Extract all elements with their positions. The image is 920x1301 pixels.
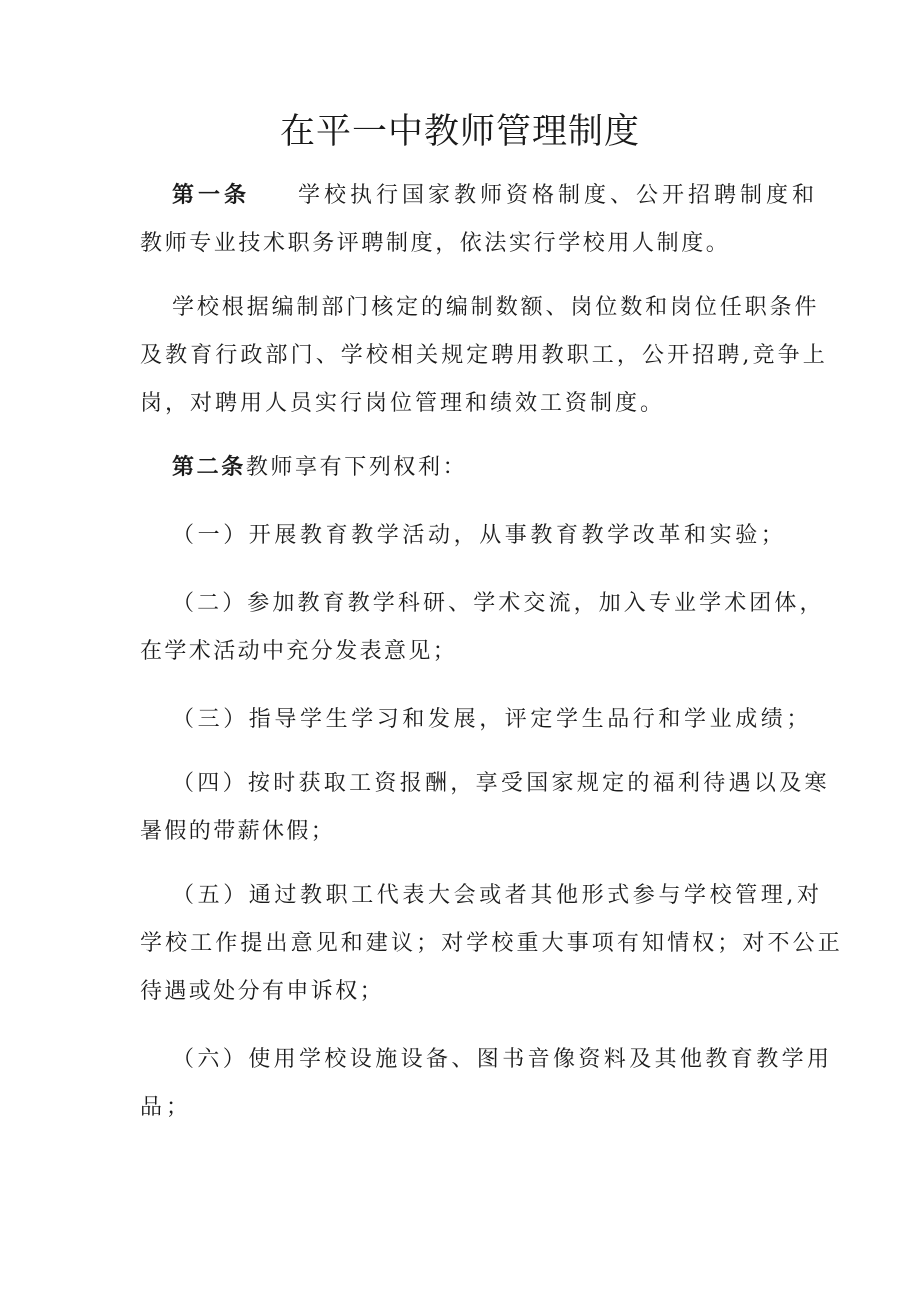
right-item-6-line-2: 品； bbox=[140, 1095, 193, 1120]
right-item-4-line-2: 暑假的带薪休假； bbox=[140, 819, 336, 844]
paragraph-2-line-2: 及教育行政部门、学校相关规定聘用教职工，公开招聘,竞争上 bbox=[140, 343, 828, 368]
article-2-heading: 第二条 bbox=[172, 455, 246, 480]
paragraph-2-line-1: 学校根据编制部门核定的编制数额、岗位数和岗位任职条件 bbox=[172, 295, 820, 320]
right-item-2-line-2: 在学术活动中充分发表意见； bbox=[140, 639, 458, 664]
article-1-line-1 bbox=[172, 181, 818, 211]
article-1-line-2: 教师专业技术职务评聘制度，依法实行学校用人制度。 bbox=[140, 231, 731, 256]
right-item-3-line-1: （三）指导学生学习和发展，评定学生品行和学业成绩； bbox=[172, 707, 813, 732]
right-item-2-line-1: （二）参加教育教学科研、学术交流，加入专业学术团体， bbox=[172, 591, 825, 616]
right-item-5-line-3: 待遇或处分有申诉权； bbox=[140, 979, 385, 1004]
article-2-text: 教师享有下列权利： bbox=[245, 455, 468, 480]
article-2-line bbox=[172, 453, 467, 483]
document-title: 在平一中教师管理制度 bbox=[279, 112, 640, 152]
article-1-text-1: 学校执行国家教师资格制度、公开招聘制度和 bbox=[298, 183, 819, 208]
right-item-5-line-1: （五）通过教职工代表大会或者其他形式参与学校管理,对 bbox=[172, 883, 823, 908]
article-1-heading: 第一条 bbox=[172, 183, 251, 208]
paragraph-2-line-3: 岗，对聘用人员实行岗位管理和绩效工资制度。 bbox=[140, 391, 666, 416]
right-item-5-line-2: 学校工作提出意见和建议；对学校重大事项有知情权；对不公正 bbox=[140, 931, 843, 956]
right-item-4-line-1: （四）按时获取工资报酬，享受国家规定的福利待遇以及寒 bbox=[172, 771, 830, 796]
right-item-1-line-1: （一）开展教育教学活动，从事教育教学改革和实验； bbox=[172, 523, 787, 548]
right-item-6-line-1: （六）使用学校设施设备、图书音像资料及其他教育教学用 bbox=[172, 1047, 833, 1072]
